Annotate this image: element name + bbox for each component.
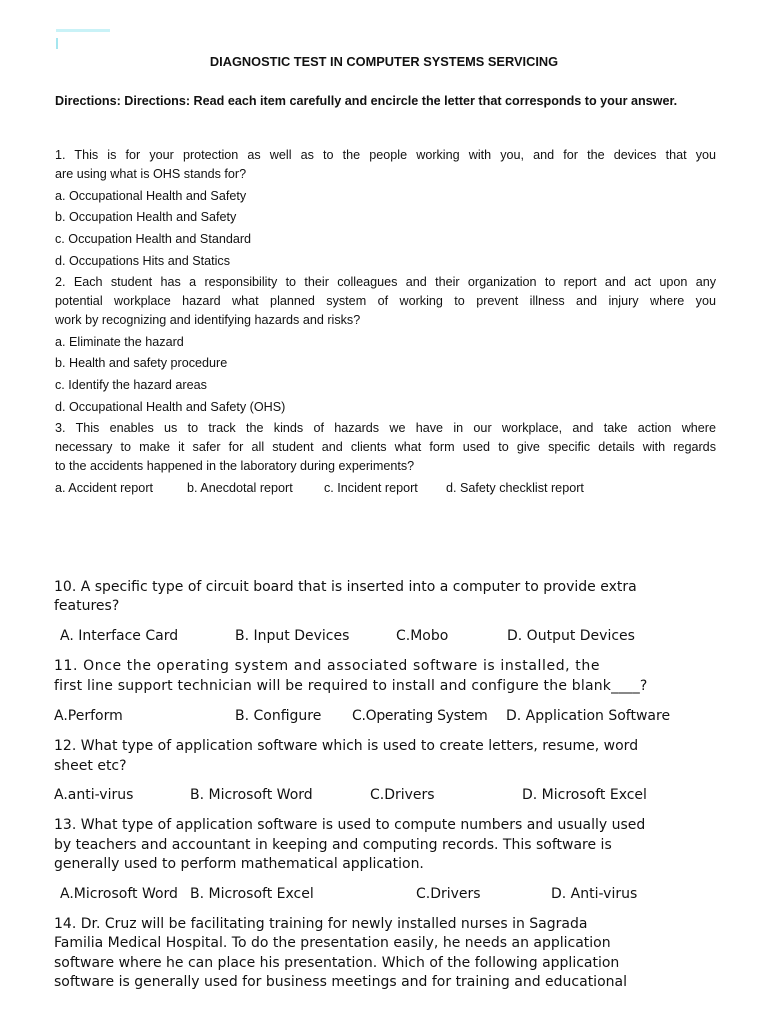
question-1-choice-b: b. Occupation Health and Safety (55, 210, 237, 224)
question-12-choice-c: C.Drivers (370, 787, 435, 803)
question-11-text-cont: first line support technician will be required to install and configure the blank____? (54, 678, 648, 694)
question-14-text-cont2: software where he can place his presentation. Which of the following application (54, 955, 620, 971)
directions: Directions: Directions: Read each item carefully and encircle the letter that corresponds to your answer. (55, 94, 678, 108)
question-2-text-cont2: work by recognizing and identifying hazards and risks? (55, 313, 361, 327)
question-13-choice-b: B. Microsoft Excel (190, 886, 314, 902)
question-11-choice-a: A.Perform (54, 708, 123, 724)
question-2-text: 2. Each student has a responsibility to their colleagues and their organization to report and act upon any (55, 275, 716, 289)
question-12-text-cont: sheet etc? (54, 758, 127, 774)
question-11-choice-b: B. Configure (235, 708, 322, 724)
question-10-choice-c: C.Mobo (396, 628, 449, 644)
question-3-choice-a: a. Accident report (55, 481, 154, 495)
question-2-choice-b: b. Health and safety procedure (55, 356, 228, 370)
question-14-text-cont3: software is generally used for business meetings and for training and educational (54, 974, 627, 990)
question-13-choice-c: C.Drivers (416, 886, 481, 902)
question-3-choice-b: b. Anecdotal report (187, 481, 293, 495)
question-12-choice-b: B. Microsoft Word (190, 787, 313, 803)
question-10-text: 10. A specific type of circuit board that is inserted into a computer to provide extra (54, 579, 637, 595)
question-14-text: 14. Dr. Cruz will be facilitating training for newly installed nurses in Sagrada (54, 916, 588, 932)
question-10-choice-b: B. Input Devices (235, 628, 350, 644)
question-1-choice-c: c. Occupation Health and Standard (55, 232, 252, 246)
question-2-choice-d: d. Occupational Health and Safety (OHS) (55, 400, 286, 414)
question-10-text-cont: features? (54, 598, 120, 614)
question-1-choice-d: d. Occupations Hits and Statics (55, 254, 230, 268)
header-decoration (56, 29, 110, 32)
question-13-text-cont2: generally used to perform mathematical application. (54, 856, 424, 872)
question-1-text: 1. This is for your protection as well as to the people working with you, and for the devices that you (55, 148, 716, 162)
question-1-choice-a: a. Occupational Health and Safety (55, 189, 247, 203)
question-3-text: 3. This enables us to track the kinds of hazards we have in our workplace, and take action where (55, 421, 716, 435)
question-12-choice-a: A.anti-virus (54, 787, 134, 803)
question-3-text-cont2: to the accidents happened in the laboratory during experiments? (55, 459, 415, 473)
question-10-choice-d: D. Output Devices (507, 628, 635, 644)
question-13-text-cont: by teachers and accountant in keeping and computing records. This software is (54, 837, 612, 853)
question-14-text-cont: Familia Medical Hospital. To do the presentation easily, he needs an application (54, 935, 611, 951)
question-2-choice-a: a. Eliminate the hazard (55, 335, 184, 349)
question-2-choice-c: c. Identify the hazard areas (55, 378, 207, 392)
question-3-choice-d: d. Safety checklist report (446, 481, 584, 495)
question-11-choice-d: D. Application Software (506, 708, 671, 724)
question-1-text-cont: are using what is OHS stands for? (55, 167, 247, 181)
question-3-text-cont: necessary to make it safer for all student and clients what form used to give specific details with regards (55, 440, 716, 454)
question-12-text: 12. What type of application software which is used to create letters, resume, word (54, 738, 639, 754)
question-3-choice-c: c. Incident report (324, 481, 418, 495)
page-title: DIAGNOSTIC TEST IN COMPUTER SYSTEMS SERVICING (209, 54, 559, 69)
question-2-text-cont: potential workplace hazard what planned system of working to prevent illness and injury where you (55, 294, 716, 308)
question-11-text: 11. Once the operating system and associated software is installed, the (54, 658, 601, 674)
header-decoration-mark (56, 38, 58, 49)
question-10-choice-a: A. Interface Card (60, 628, 179, 644)
question-13-choice-d: D. Anti-virus (551, 886, 638, 902)
question-12-choice-d: D. Microsoft Excel (522, 787, 647, 803)
question-11-choice-c: C.Operating System (352, 708, 488, 724)
question-13-text: 13. What type of application software is used to compute numbers and usually used (54, 817, 646, 833)
question-13-choice-a: A.Microsoft Word (60, 886, 178, 902)
